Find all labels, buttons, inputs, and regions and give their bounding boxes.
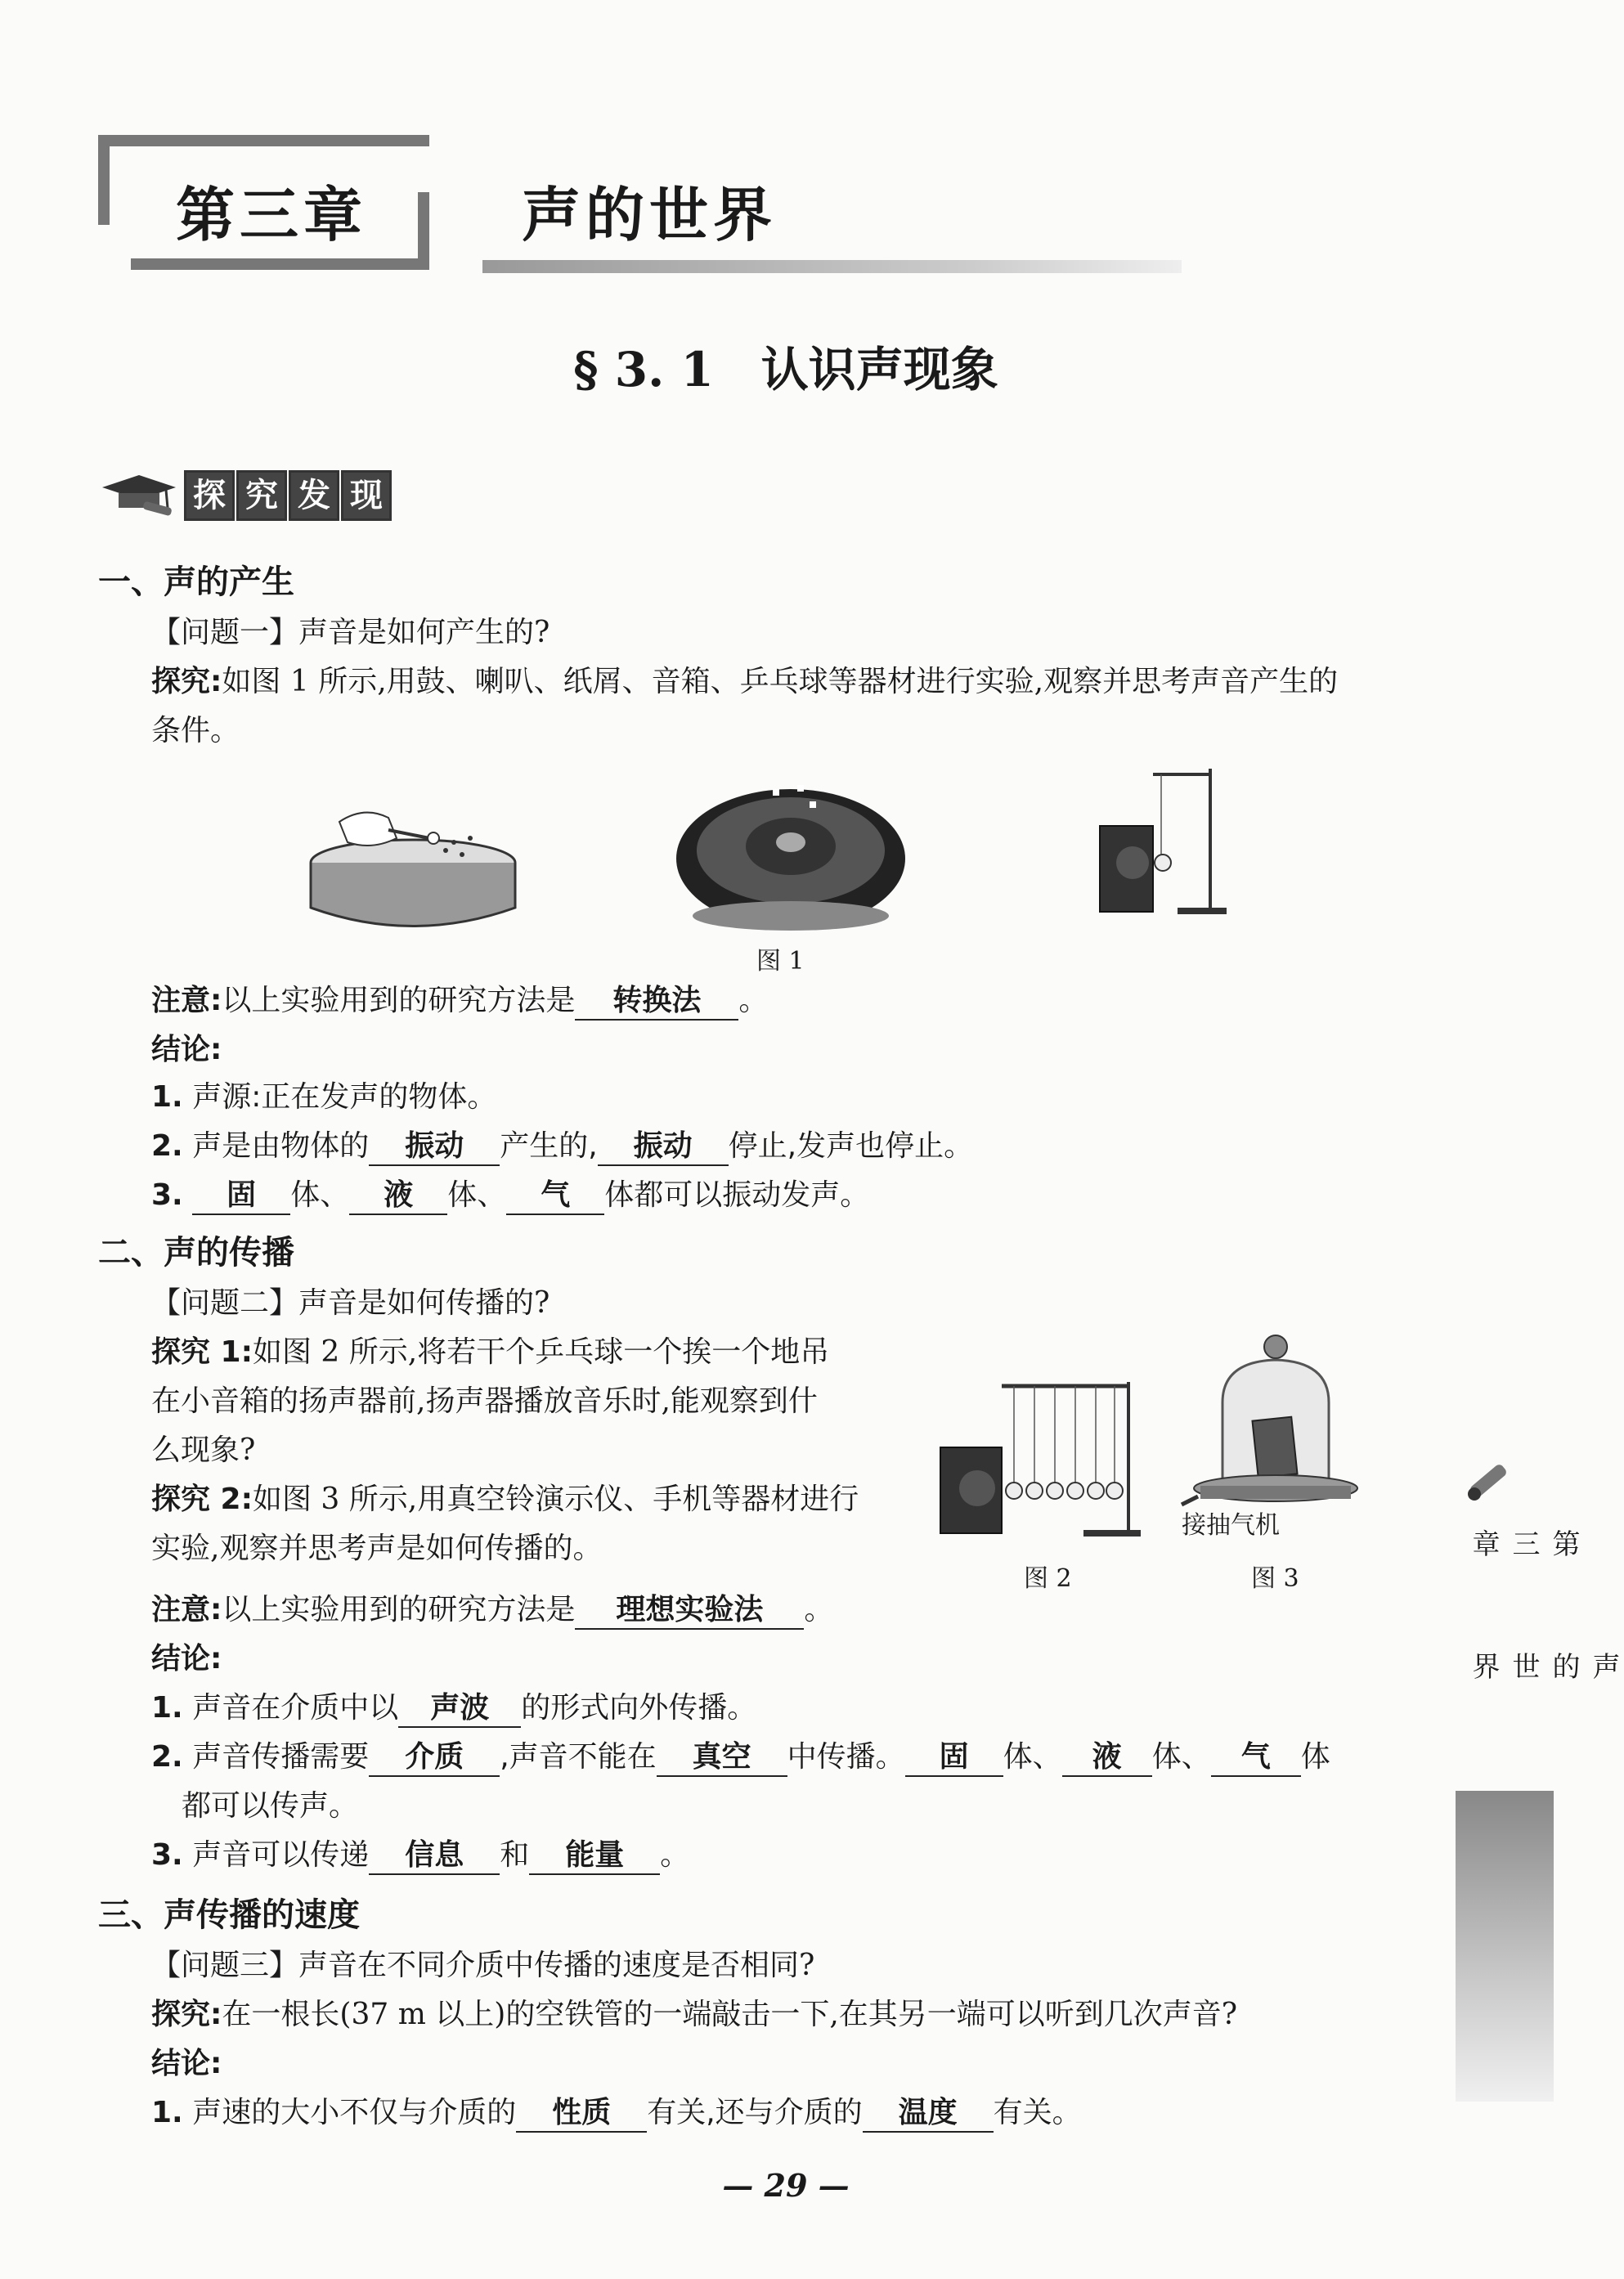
chapter-label: 第三章 bbox=[176, 181, 368, 249]
part1-conclusion-2: 2. 声是由物体的 振动 产生的, 振动 停止,发声也停止。 bbox=[151, 1123, 973, 1170]
part2-question: 【问题二】声音是如何传播的? bbox=[151, 1286, 550, 1320]
part3-heading: 三、声传播的速度 bbox=[98, 1896, 360, 1934]
fig1-caption: 图 1 bbox=[756, 947, 805, 976]
fig2-caption: 图 2 bbox=[1024, 1564, 1072, 1593]
part2-conclusion-label: 结论: bbox=[151, 1642, 222, 1676]
badge-char: 发 bbox=[289, 470, 339, 521]
answer-blank: 转换法 bbox=[575, 983, 738, 1021]
pump-label: 接抽气机 bbox=[1182, 1511, 1280, 1540]
part2-explore1-line3: 么现象? bbox=[151, 1433, 256, 1467]
part2-conclusion-2: 2. 声音传播需要 介质 ,声音不能在 真空 中传播。 固 体、 液 体、 气 体 bbox=[151, 1734, 1330, 1781]
part2-conclusion-2-cont: 都可以传声。 bbox=[182, 1789, 359, 1823]
part3-conclusion-label: 结论: bbox=[151, 2047, 222, 2080]
badge-char: 现 bbox=[341, 470, 392, 521]
answer-blank: 液 bbox=[1062, 1739, 1152, 1777]
answer-blank: 声波 bbox=[398, 1690, 521, 1728]
side-tab-chapter: 第三章 bbox=[1467, 1529, 1580, 1559]
pencil-icon bbox=[1460, 1451, 1517, 1509]
fig3-caption: 图 3 bbox=[1251, 1564, 1299, 1593]
answer-blank: 能量 bbox=[529, 1837, 660, 1875]
page-number: — 29 — bbox=[722, 2167, 850, 2204]
graduation-cap-icon bbox=[102, 475, 176, 516]
side-tab-title: 声的世界 bbox=[1467, 1652, 1620, 1681]
part2-note: 注意:以上实验用到的研究方法是 理想实验法 。 bbox=[151, 1586, 833, 1634]
part1-conclusion-1: 1. 声源:正在发声的物体。 bbox=[151, 1080, 497, 1114]
answer-blank: 振动 bbox=[598, 1128, 729, 1166]
answer-blank: 固 bbox=[192, 1178, 290, 1215]
part2-explore2-line2: 实验,观察并思考声是如何传播的。 bbox=[151, 1532, 603, 1565]
part2-explore2-line1: 探究 2:如图 3 所示,用真空铃演示仪、手机等器材进行 bbox=[151, 1483, 859, 1516]
answer-blank: 固 bbox=[905, 1739, 1003, 1777]
side-tab-band bbox=[1456, 1791, 1554, 2102]
answer-blank: 温度 bbox=[863, 2095, 994, 2133]
part3-explore: 探究:在一根长(37 m 以上)的空铁管的一端敲击一下,在其另一端可以听到几次声音? bbox=[151, 1998, 1238, 2031]
section-title: § 3. 1 认识声现象 bbox=[573, 342, 998, 397]
answer-blank: 介质 bbox=[369, 1739, 500, 1777]
answer-blank: 液 bbox=[349, 1178, 447, 1215]
part1-question: 【问题一】声音是如何产生的? bbox=[151, 616, 550, 649]
chapter-underline bbox=[482, 260, 1182, 273]
part1-explore-cont: 条件。 bbox=[151, 714, 240, 747]
badge-char: 探 bbox=[184, 470, 235, 521]
answer-blank: 性质 bbox=[516, 2095, 647, 2133]
part1-conclusion-label: 结论: bbox=[151, 1033, 222, 1066]
part1-explore: 探究:如图 1 所示,用鼓、喇叭、纸屑、音箱、乒乓球等器材进行实验,观察并思考声音产生的 bbox=[151, 665, 1339, 698]
answer-blank: 真空 bbox=[657, 1739, 787, 1777]
part2-conclusion-3: 3. 声音可以传递 信息 和 能量 。 bbox=[151, 1832, 689, 1879]
answer-blank: 振动 bbox=[369, 1128, 500, 1166]
answer-blank: 信息 bbox=[369, 1837, 500, 1875]
speaker-illustration bbox=[675, 765, 908, 936]
chapter-title: 声的世界 bbox=[522, 181, 778, 249]
drum-illustration bbox=[307, 773, 511, 936]
answer-blank: 理想实验法 bbox=[575, 1592, 804, 1630]
answer-blank: 气 bbox=[506, 1178, 604, 1215]
part2-explore1-line2: 在小音箱的扬声器前,扬声器播放音乐时,能观察到什 bbox=[151, 1384, 818, 1418]
badge-char: 究 bbox=[236, 470, 287, 521]
vacuum-bell-jar-illustration bbox=[1178, 1329, 1374, 1505]
part1-conclusion-3: 3. 固 体、 液 体、 气 体都可以振动发声。 bbox=[151, 1172, 869, 1219]
part2-explore1-line1: 探究 1:如图 2 所示,将若干个乒乓球一个挨一个地吊 bbox=[151, 1335, 830, 1369]
part3-question: 【问题三】声音在不同介质中传播的速度是否相同? bbox=[151, 1949, 815, 1982]
part1-note: 注意:以上实验用到的研究方法是 转换法 。 bbox=[151, 977, 768, 1025]
part1-heading: 一、声的产生 bbox=[98, 563, 294, 601]
part2-conclusion-1: 1. 声音在介质中以 声波 的形式向外传播。 bbox=[151, 1685, 756, 1732]
answer-blank: 气 bbox=[1211, 1739, 1301, 1777]
pendulum-balls-illustration bbox=[936, 1378, 1141, 1541]
speaker-pingpong-illustration bbox=[1096, 765, 1227, 916]
part2-heading: 二、声的传播 bbox=[98, 1234, 294, 1272]
part3-conclusion-1: 1. 声速的大小不仅与介质的 性质 有关,还与介质的 温度 有关。 bbox=[151, 2089, 1082, 2137]
